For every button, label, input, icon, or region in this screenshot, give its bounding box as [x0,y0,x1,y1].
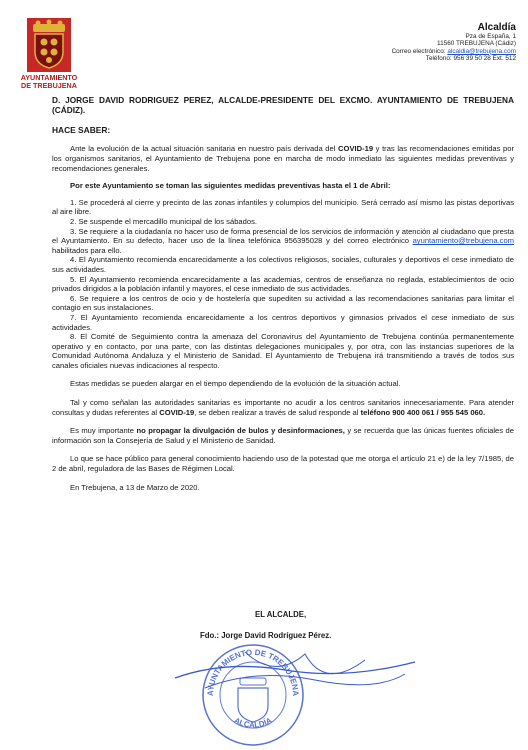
logo-line-2: DE TREBUJENA [21,81,77,90]
signature-title: EL ALCALDE, [255,610,307,619]
measure-3-tail: habilitados para ello. [52,245,122,255]
intro-covid: COVID-19 [338,144,374,154]
official-stamp [198,640,308,750]
health-text-c: , se deben realizar a través de salud responde al [194,407,361,417]
legal-paragraph: Lo que se hace público para general conocimiento haciendo uso de la potestad que me otorga el artículo 21 e) de la ley 7/1985, de 2 de abril, reguladora de las Bases de Régimen Local. [52,454,514,474]
measure-item-1: 1. Se procederá al cierre y precinto de las zonas infantiles y columpios del municipio. Será cerrado así mismo las pistas deportivas al aire libre. [52,197,514,217]
coat-of-arms-icon [27,18,71,72]
bulos-text-a: Es muy importante [70,426,137,436]
document-body [52,95,514,492]
health-paragraph [52,398,514,417]
office-title: Alcaldía [477,22,516,33]
bulos-paragraph [52,426,514,445]
municipal-logo [10,18,88,90]
logo-line-1: AYUNTAMIENTO [20,73,78,82]
measure-item-8: 8. El Comité de Seguimiento contra la amenaza del Coronavirus del Ayuntamiento de Trebujena continúa permanentemente operativo y en contacto, por una parte, con las distintas delegaciones municipales y, por otra, con las instancias superiores de la Comunidad Autónoma Andaluza y el Ministerio de Sanidad. El Ayuntamiento de Trebujena irá transmitiendo a través de todos sus canales oficiales nuevas indicaciones al respecto. [52,332,514,370]
office-email-link[interactable]: alcaldia@trebujena.com [447,47,516,55]
intro-paragraph [52,144,514,173]
bulos-bold: no propagar la divulgación de bulos y desinformaciones, [136,426,345,436]
measure-item-5: 5. El Ayuntamiento recomienda encarecidamente a las academias, centros de enseñanza no reglada, establecimientos de ocio privados dirigidos a la población infantil y mayores, el cese inmediato de sus actividades. [52,274,514,294]
office-address-1: Pza de España, 1 [465,33,516,40]
measures-title: Por este Ayuntamiento se toman las siguientes medidas preventivas hasta el 1 de Abril: [70,181,391,191]
measure-item-4: 4. El Ayuntamiento recomienda encarecidamente a los colectivos religiosos, sociales, culturales y deportivos el cese inmediato de sus actividades. [52,255,514,274]
measure-3-text: 3. Se requiere a la ciudadanía no hacer uso de forma presencial de los servicios de información y atención al ciudadano que presta el Ayuntamiento. En su defecto, hacer uso de la línea telefónica 956395028 y del correo electrónico [52,226,514,246]
extension-paragraph: Estas medidas se pueden alargar en el tiempo dependiendo de la evolución de la situación actual. [70,379,401,389]
measure-3-email-link[interactable]: ayuntamiento@trebujena.com [412,236,514,246]
signature-name: Fdo.: Jorge David Rodríguez Pérez. [200,631,332,640]
bulos-text-c: y se recuerda que las únicas fuentes oficiales de información son la Consejería de Salud y el Ministerio de Sanidad. [52,426,514,445]
measure-item-6: 6. Se requiere a los centros de ocio y de hostelería que supediten su actividad a las recomendaciones sanitarias para limitar el contagio en sus instalaciones. [52,293,514,313]
office-address-2: 11560 TREBUJENA (Cádiz) [437,40,516,48]
date-line: En Trebujena, a 13 de Marzo de 2020. [70,482,200,492]
health-covid: COVID-19 [159,407,195,417]
intro-text-a: Ante la evolución de la actual situación sanitaria en nuestro país derivada del [70,144,339,154]
office-info [392,22,516,63]
health-text-a: Tal y como señalan las autoridades sanitarias es importante no acudir a los centros sanitarios innecesariamente. Para atender consultas y dudas referentes al [52,398,514,417]
intro-text-c: y tras las recomendaciones emitidas por los organismos sanitarios, el Ayuntamiento de Trebujena pone en marcha de modo inmediato las siguientes medidas preventivas y recomendaciones generales. [52,144,515,173]
stamp-ring-bottom: ALCALDÍA [232,715,274,730]
measures-list [52,198,514,371]
measure-item-3 [52,227,514,256]
office-email-line [392,48,516,55]
health-phone: teléfono 900 400 061 / 955 545 060. [360,407,486,417]
svg-text:ALCALDÍA [233,716,274,730]
measure-item-2: 2. Se suspende el mercadillo municipal de los sábados. [70,216,257,226]
office-phone: Teléfono: 956 39 50 28 Ext. 512 [425,55,516,63]
stamp-ring-top: AYUNTAMIENTO DE TREBUJENA [205,647,301,697]
hace-saber-heading: HACE SABER: [52,124,111,135]
measure-item-7: 7. El Ayuntamiento recomienda encarecidamente a los centros deportivos y gimnasios privados el cese inmediato de sus actividades. [52,312,514,332]
addressee-heading: D. JORGE DAVID RODRIGUEZ PEREZ, ALCALDE-PRESIDENTE DEL EXCMO. AYUNTAMIENTO DE TREBUJENA (CÁDIZ). [52,95,514,116]
email-label: Correo electrónico: [391,47,446,55]
